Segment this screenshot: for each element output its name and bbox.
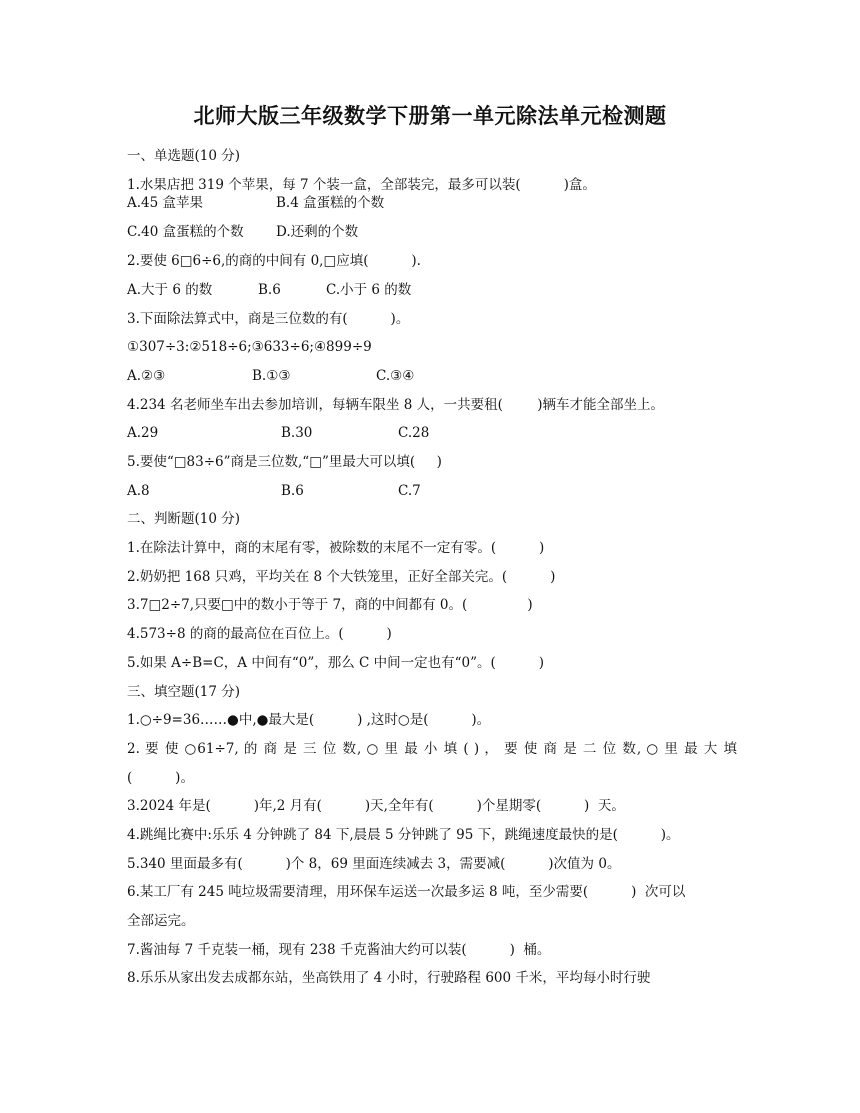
- question-text: 3.7□2÷7,只要□中的数小于等于 7，商的中间都有 0。( ): [127, 597, 533, 613]
- question-text: 1.○÷9=36……●中,●最大是( ) ,这时○是( )。: [127, 712, 491, 728]
- question-text-continued: 全部运完。: [127, 913, 195, 929]
- option-b: B.①③: [252, 368, 291, 384]
- question-text: 5.340 里面最多有( )个 8，69 里面连续减去 3，需要减( )次值为 0。: [127, 856, 621, 872]
- section-heading-fill-blank: 三、填空题(17 分): [127, 684, 241, 700]
- question-text: 5.要使“□83÷6”商是三位数,“□”里最大可以填( ): [127, 454, 442, 470]
- question-text: 3.下面除法算式中，商是三位数的有( )。: [127, 311, 410, 327]
- option-c: C.③④: [376, 368, 415, 384]
- question-text: 2.要使 6□6÷6,的商的中间有 0,□应填( ).: [127, 253, 421, 269]
- question-text: 7.酱油每 7 千克装一桶，现有 238 千克酱油大约可以装( ) 桶。: [127, 942, 551, 958]
- option-c: C.7: [398, 483, 421, 499]
- option-d: D.还剩的个数: [276, 224, 359, 240]
- option-b: B.6: [258, 282, 281, 298]
- question-text: 8.乐乐从家出发去成都东站，坐高铁用了 4 小时，行驶路程 600 千米，平均每小时行驶: [127, 970, 651, 986]
- option-a: A.45 盒苹果: [127, 195, 204, 211]
- question-text: 4.234 名老师坐车出去参加培训，每辆车限坐 8 人，一共要租( )辆车才能全部坐上。: [127, 397, 664, 413]
- question-text: 1.水果店把 319 个苹果，每 7 个装一盒，全部装完，最多可以装( )盒。: [127, 177, 596, 193]
- section-heading-true-false: 二、判断题(10 分): [127, 511, 241, 527]
- option-b: B.4 盒蛋糕的个数: [276, 195, 385, 211]
- question-text: 4.573÷8 的商的最高位在百位上。( ): [127, 626, 392, 642]
- option-a: A.②③: [127, 368, 166, 384]
- option-a: A.8: [127, 483, 150, 499]
- section-heading-single-choice: 一、单选题(10 分): [127, 148, 241, 164]
- question-text: 6.某工厂有 245 吨垃圾需要清理，用环保车运送一次最多运 8 吨，至少需要( ) 次可以: [127, 884, 686, 900]
- question-text: 4.跳绳比赛中:乐乐 4 分钟跳了 84 下,晨晨 5 分钟跳了 95 下，跳绳速度最快的是( )。: [127, 827, 680, 843]
- page-title: 北师大版三年级数学下册第一单元除法单元检测题: [193, 103, 667, 128]
- option-a: A.大于 6 的数: [127, 282, 213, 298]
- option-b: B.6: [281, 483, 304, 499]
- option-b: B.30: [281, 425, 313, 441]
- question-text: 3.2024 年是( )年,2 月有( )天,全年有( )个星期零( ) 天。: [127, 798, 625, 814]
- question-text: 2.奶奶把 168 只鸡，平均关在 8 个大铁笼里，正好全部关完。( ): [127, 569, 556, 585]
- question-text: 1.在除法计算中，商的末尾有零，被除数的末尾不一定有零。( ): [127, 540, 545, 556]
- question-subtext: ①307÷3:②518÷6;③633÷6;④899÷9: [127, 339, 372, 355]
- question-text: 5.如果 A÷B=C，A 中间有“0”，那么 C 中间一定也有“0”。( ): [127, 655, 544, 671]
- option-a: A.29: [127, 425, 159, 441]
- question-text-continued: ( )。: [127, 770, 194, 786]
- option-c: C.小于 6 的数: [326, 282, 412, 298]
- option-c: C.40 盒蛋糕的个数: [127, 224, 244, 240]
- question-text: 2. 要 使 ○61÷7, 的 商 是 三 位 数, ○ 里 最 小 填 ( ) ， 要 使 商 是 二 位 数, ○ 里 最 大 填: [127, 741, 737, 757]
- option-c: C.28: [398, 425, 430, 441]
